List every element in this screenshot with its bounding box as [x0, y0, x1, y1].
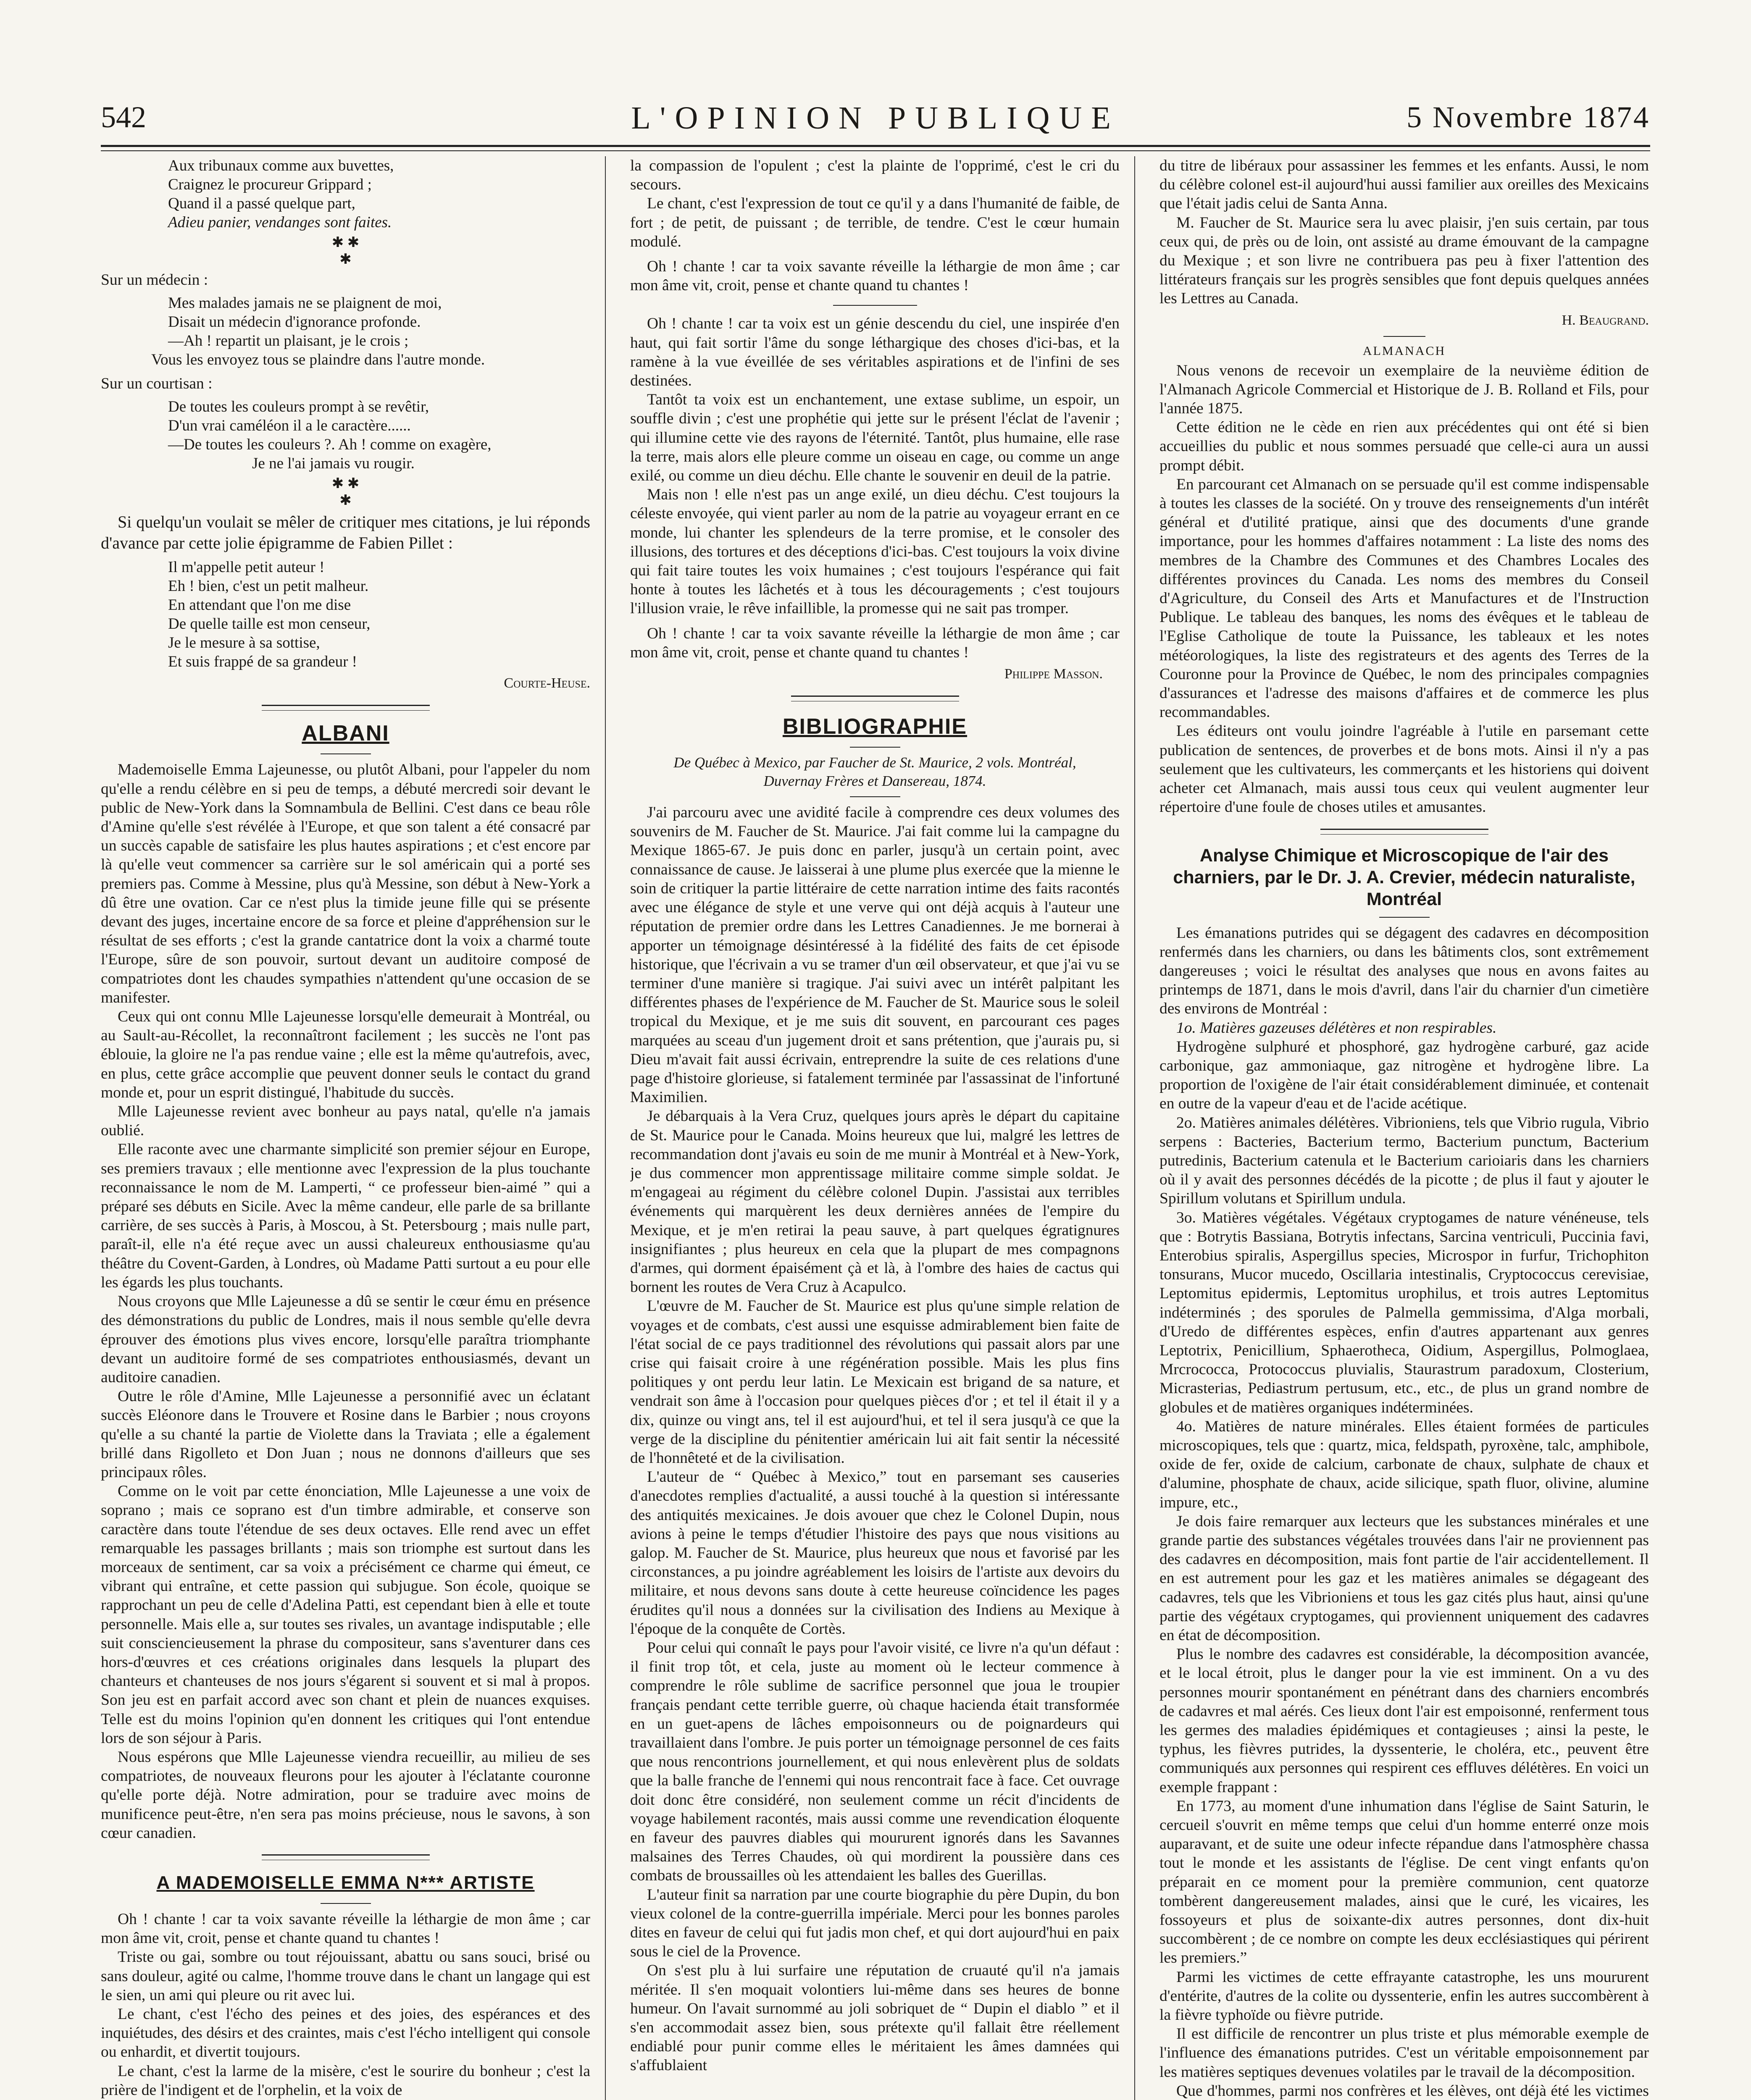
section-separator: [1320, 829, 1488, 830]
verse-line: En attendant que l'on me dise: [168, 596, 351, 614]
signature-philippe-masson: Philippe Masson.: [1004, 666, 1103, 682]
section-separator: [1383, 336, 1425, 337]
verse-line: Il m'appelle petit auteur !: [168, 559, 325, 576]
article-paragraph: Hydrogène sulphuré et phosphoré, gaz hydrogène carburé, gaz acide carbonique, gaz ammoniaque, gaz nitrogène et hydrogène libre. La proportion de l'oxigène de l'air était considérablement diminuée, et contenait en outre de la vapeur d'eau et de l'acide acétique.: [1159, 1038, 1649, 1113]
verse-line: Vous les envoyez tous se plaindre dans l'autre monde.: [151, 351, 485, 369]
article-paragraph: L'auteur finit sa narration par une courte biographie du père Dupin, du bon vieux colonel de la contre-guerrilla impériale. Merci pour les bonnes paroles dites en faveur de celui qui fut jadis mon chef, et qui dort aujourd'hui en paix sous le ciel de la Provence.: [630, 1886, 1120, 1961]
masthead: [101, 100, 1650, 138]
article-paragraph: On s'est plu à lui surfaire une réputation de cruauté qu'il n'a jamais méritée. Il s'en moquait volontiers lui-même dans ses heures de bonne humeur. On l'avait surnommé au joli sobriquet de “ Dupin el diablo ” et il s'en accommodait assez bien, sous prétexte qu'il fallait être réellement endiablé pour punir comme elles le méritaient les âmes damnées qui s'affublaient: [630, 1962, 1120, 2074]
article-paragraph: Mlle Lajeunesse revient avec bonheur au pays natal, qu'elle n'a jamais oublié.: [101, 1103, 590, 1139]
article-paragraph: 4o. Matières de nature minérales. Elles étaient formées de particules microscopiques, tels que : quartz, mica, feldspath, pyroxène, talc, amphibole, oxide de fer, oxide de calcium, carbonate de chaux, sulphate de chaux et d'alumine, phosphate de chaux, acide silicique, spath fluor, olivine, alumine impure, etc.,: [1159, 1418, 1649, 1511]
section-stars: ✱ ✱ ✱: [331, 235, 360, 267]
column-1: [101, 156, 590, 2100]
article-paragraph: Cette édition ne le cède en rien aux précédentes qui ont été si bien accueillies du public et nous sommes persuadé que celle-ci aura un aussi prompt débit.: [1159, 419, 1649, 474]
article-paragraph: Il est difficile de rencontrer un plus triste et plus mémorable exemple de l'influence des émanations putrides. C'est un véritable empoisonnement par les matières septiques devenues volatiles par le travail de la décomposition.: [1159, 2025, 1649, 2081]
albani-title: ALBANI: [302, 721, 389, 746]
article-paragraph: Je débarquais à la Vera Cruz, quelques jours après le départ du capitaine de St. Maurice pour le Canada. Moins heureux que lui, malgré les lettres de recommandation dont j'avais eu soin de me munir à Montréal et à New-York, je dus commencer mon apprentissage militaire comme simple soldat. Je m'engageai au régiment du célèbre colonel Dupin. J'assistai aux terribles événements qui marquèrent les deux dernières années de l'empire du Mexique, et je m'en retirai la peau sauve, à part quelques égratignures insignifiantes ; plus heureux en cela que la plupart de mes compagnons d'armes, qui dorment épaisément çà et là, à l'ombre des haies de cactus qui bornent les routes de Vera Cruz à Acapulco.: [630, 1108, 1120, 1296]
analyse-title: Analyse Chimique et Microscopique de l'air des charniers, par le Dr. J. A. Crevier, médecin naturaliste, Montréal: [1173, 845, 1635, 909]
article-paragraph: En 1773, au moment d'une inhumation dans l'église de Saint Saturin, le cercueil s'ouvrit en même temps que celui d'un homme enterré onze mois auparavant, et de suite une odeur infecte répandue dans l'atmosphère chassa tout le monde et les assistants de l'église. De cent vingt enfants qu'on préparait en ce moment pour la première communion, cent quatorze tombèrent dangereusement malades, ainsi que le curé, les vicaires, les fossoyeurs et plus de soixante-dix autres personnes, dont dix-huit succombèrent ; de ce nombre on compte les deux ecclésiastiques qui périrent les premiers.”: [1159, 1797, 1649, 1967]
article-paragraph: la compassion de l'opulent ; c'est la plainte de l'opprimé, c'est le cri du secours.: [630, 157, 1120, 194]
title-rule: [1379, 917, 1430, 918]
verse-line: Aux tribunaux comme aux buvettes,: [168, 157, 394, 174]
section-separator: [262, 1854, 430, 1856]
article-paragraph: Le chant, c'est l'expression de tout ce qu'il y a dans l'humanité de faible, de fort ; de petit, de puissant ; de terrible, de tendre. C'est le cœur humain modulé.: [630, 195, 1120, 250]
verse-line: Quand il a passé quelque part,: [168, 195, 355, 212]
page-number: 542: [101, 100, 146, 134]
verse-intro: [168, 156, 590, 232]
column-divider: [605, 156, 606, 2100]
header-rule: [101, 145, 1650, 147]
verse-line: De toutes les couleurs prompt à se revêtir,: [168, 398, 429, 416]
article-paragraph: En parcourant cet Almanach on se persuade qu'il est comme indispensable à toutes les classes de la société. On y trouve des renseignements d'un intérêt général et d'utilité pratique, ainsi que des documents d'une grande importance, pour les hommes d'affaires notamment : La liste des noms des membres de la Chambre des Communes et des Chambres Locales des différentes provinces du Canada. Les noms des membres du Conseil d'Agriculture, du Conseil des Arts et Manufactures et de l'Instruction Publique. Le tableau des banques, les noms des évêques et le tableau de l'Eglise Catholique de toute la Puissance, les tableaux et les notes météorologiques, la liste des registrateurs et des agents des Terres de la Couronne pour la Province de Québec, le nom des principales compagnies d'assurances et l'adresse des maisons d'affaires et de commerce les plus recommandables.: [1159, 475, 1649, 721]
medecin-verse: [151, 294, 590, 369]
column-divider: [1134, 156, 1135, 2100]
article-paragraph: Elle raconte avec une charmante simplicité son premier séjour en Europe, ses premiers travaux ; elle mentionne avec l'expression de la plus touchante reconnaissance le nom de M. Lamperti, “ ce professeur bien-aimé ” qui a préparé ses débuts en Sicile. Avec la même candeur, elle parle de sa brillante carrière, de ses succès à Paris, à Moscou, à St. Petersbourg ; mais nulle part, paraît-il, elle n'a été reçue avec un aussi chaleureux enthousiasme qu'au théâtre du Covent-Garden, à Londres, où Madame Patti surtout a eu pour elle les égards les plus touchants.: [101, 1141, 590, 1291]
section-separator: [833, 305, 917, 306]
article-paragraph: Tantôt ta voix est un enchantement, une extase sublime, un espoir, un souffle divin ; c'est une prophétie qui jette sur le présent l'éclat de l'avenir ; qui illumine cette vie des rayons de l'éternité. Tantôt, plus humaine, elle rase la terre, mais alors elle pleure comme un oiseau en cage, ou comme un ange exilé, ou comme un dieu déchu. Elle chante le souvenir en deuil de la patrie.: [630, 391, 1120, 485]
section-separator: [791, 696, 959, 697]
verse-line: Disait un médecin d'ignorance profonde.: [168, 313, 421, 331]
article-paragraph: Pour celui qui connaît le pays pour l'avoir visité, ce livre n'a qu'un défaut : il finit trop tôt, et cela, juste au moment où le lecteur commence à comprendre le rôle sublime de sacrifice personnel que joua le troupier français pendant cette terrible guerre, où chaque hacienda était transformée en un guet-apens de lâches empoisonneurs ou de poignardeurs qui travaillaient dans l'ombre. Je puis porter un témoignage personnel de ces faits que nous rencontrions journellement, et qui nous enlevèrent plus de soldats que la balle franche de l'ennemi qui nous rencontrait face à face. Cet ouvrage doit donc être considéré, non seulement comme un récit d'incidents de voyage habilement racontés, mais aussi comme une revendication éloquente en faveur des pauvres diables qui moururent ignorés dans les Savannes malsaines des Terres Chaudes, où qui mordirent la poussière dans ces combats de broussailles où les attendaient les balles des Guerillas.: [630, 1639, 1120, 1885]
courtisan-label: Sur un courtisan :: [101, 375, 213, 393]
verse-line: Eh ! bien, c'est un petit malheur.: [168, 578, 369, 595]
article-paragraph: Nous croyons que Mlle Lajeunesse a dû se sentir le cœur ému en présence des démonstrations du public de Londres, mais il nous semble qu'elle devra éprouver des émotions plus vives encore, lorsqu'elle paraîtra triomphante devant un auditoire formé de ses compatriotes enthousiasmés, devant un auditoire canadien.: [101, 1293, 590, 1386]
title-rule: [850, 747, 900, 748]
article-paragraph: Les émanations putrides qui se dégagent des cadavres en décomposition renfermés dans les charniers, ou dans les bâtiments clos, sont extrêmement dangereuses ; voici le résultat des analyses que nous en avons faites au printemps de 1871, dans le mois d'avril, dans l'air du charnier d'un cimetière des environs de Montréal :: [1159, 924, 1649, 1018]
verse-line: Adieu panier, vendanges sont faites.: [168, 214, 392, 231]
section-stars: ✱ ✱ ✱: [331, 476, 360, 509]
article-paragraph: Oh ! chante ! car ta voix savante réveille la léthargie de mon âme ; car mon âme vit, croit, pense et chante quand tu chantes !: [630, 258, 1120, 294]
verse-line: D'un vrai caméléon il a le caractère......: [168, 417, 411, 435]
article-paragraph: Nous espérons que Mlle Lajeunesse viendra recueillir, au milieu de ses compatriotes, de nouveaux fleurons pour les ajouter à l'éclatante couronne qu'elle porte déjà. Notre admiration, pour se traduire avec moins de munificence peut-être, n'en sera pas moins précieuse, nous le savons, à son cœur canadien.: [101, 1748, 590, 1842]
verse-line: Je le mesure à sa sottise,: [168, 634, 320, 652]
bibliographie-title: BIBLIOGRAPHIE: [782, 714, 968, 739]
article-paragraph: Plus le nombre des cadavres est considérable, la décomposition avancée, et le local étroit, plus le danger pour la vie est imminent. On a vu des personnes mourir spontanément en pénétrant dans des charniers encombrés de cadavres et mal aérés. Ces lieux dont l'air est empoisonné, renferment tous les germes des maladies épidémiques et contagieuses ; ainsi la peste, le typhus, les fièvres putrides, la dyssenterie, le choléra, etc., peuvent être communiqués aux personnes qui respirent ces effluves délétères. En voici un exemple frappant :: [1159, 1646, 1649, 1796]
article-paragraph: Comme on le voit par cette énonciation, Mlle Lajeunesse a une voix de soprano ; mais ce soprano est d'un timbre admirable, et conserve son caractère dans toute l'étendue de ses deux octaves. Elle rend avec un effet remarquable les passages brillants ; mais son triomphe est surtout dans les morceaux de sentiment, car sa voix a précisément ce charme qui émeut, ce vibrant qui entraîne, et cette passion qui subjugue. Son école, quoique se rapprochant un peu de celle d'Adelina Patti, est cependant bien à elle et toute personnelle. Mais elle a, sur toutes ses rivales, un avantage indisputable ; elle suit consciencieusement la phrase du compositeur, sans s'aventurer dans ces hors-d'œuvres et ces créations originales dans lesquels la plupart des chanteurs et chanteuses de nos jours s'égarent si souvent et si mal à propos. Son jeu est en parfait accord avec son chant et plein de nuances exquises. Telle est du moins l'opinion qu'en donnent les critiques qui l'ont entendue lors de son séjour à Paris.: [101, 1483, 590, 1747]
header-rule-thin: [101, 150, 1650, 151]
article-paragraph: 1o. Matières gazeuses délétères et non respirables.: [1176, 1019, 1497, 1037]
verse-line: De quelle taille est mon censeur,: [168, 615, 371, 633]
verse-line: Craignez le procureur Grippard ;: [168, 176, 372, 193]
signature-courte-heuse: Courte-Heuse.: [504, 675, 590, 691]
article-paragraph: Nous venons de recevoir un exemplaire de la neuvième édition de l'Almanach Agricole Commercial et Historique de J. B. Rolland et Fils, pour l'année 1875.: [1159, 362, 1649, 417]
verse-line: —Ah ! repartit un plaisant, je le crois ;: [168, 332, 409, 350]
column-2: [630, 156, 1120, 2100]
pillet-intro: Si quelqu'un voulait se mêler de critiquer mes citations, je lui réponds d'avance par cette jolie épigramme de Fabien Pillet :: [101, 512, 590, 553]
title-rule: [850, 796, 900, 797]
article-paragraph: M. Faucher de St. Maurice sera lu avec plaisir, j'en suis certain, par tous ceux qui, de près ou de loin, ont assisté au drame émouvant de la campagne du Mexique ; et son livre ne contribuera pas peu à fixer l'attention des littérateurs français sur les progrès sensibles que font depuis quelques années les Lettres au Canada.: [1159, 214, 1649, 307]
section-separator: [262, 705, 430, 706]
verse-line: Je ne l'ai jamais vu rougir.: [252, 455, 415, 472]
pillet-verse: [168, 558, 590, 671]
article-paragraph: Que d'hommes, parmi nos confrères et les élèves, ont déjà été les victimes: [1176, 2082, 1649, 2100]
article-paragraph: Les éditeurs ont voulu joindre l'agréable à l'utile en parsemant cette publication de sentences, de proverbes et de bons mots. Ainsi il n'y a pas seulement que les cultivateurs, les commerçants et les historiens qui doivent acheter cet Almanach, mais aussi tous ceux qui veulent augmenter leur répertoire d'une foule de choses utiles et amusantes.: [1159, 722, 1649, 816]
courtisan-verse: [168, 397, 590, 473]
article-paragraph: Mademoiselle Emma Lajeunesse, ou plutôt Albani, pour l'appeler du nom qu'elle a rendu célèbre en si peu de temps, a débuté mercredi soir devant le public de New-York dans la Somnambula de Bellini. C'est dans ce beau rôle d'Amine qu'elle s'est révélée à l'Europe, et que son talent a été consacré par un succès capable de satisfaire les plus hautes aspirations ; et c'est encore par là qu'elle veut commencer sa carrière sur le sol américain qui a porté ses premiers pas. Comme à Messine, plus qu'à Messine, son début à New-York a dû être une ovation. Car ce n'est plus la timide jeune fille qui se présente devant des juges, incertaine encore de sa force et pleine d'appréhension sur le résultat de ses efforts ; c'est la grande cantatrice dont la voix a charmé toute l'Europe, sûre de son pouvoir, surtout devant un auditoire composé de compatriotes dont les chaudes sympathies n'attendent qu'une occasion de se manifester.: [101, 761, 590, 1006]
article-paragraph: Outre le rôle d'Amine, Mlle Lajeunesse a personnifié avec un éclatant succès Eléonore dans le Trouvere et Rosine dans le Barbier ; nous croyons qu'elle a su chanté la partie de Violette dans la Traviata ; elle a également brillé dans Rigolleto et Don Juan ; nous ne donnons d'ailleurs que ses principaux rôles.: [101, 1388, 590, 1481]
almanach-title: ALMANACH: [1362, 344, 1446, 358]
title-rule: [321, 1903, 371, 1904]
section-separator: [1320, 834, 1488, 835]
verse-line: Et suis frappé de sa grandeur !: [168, 653, 357, 671]
book-citation: De Québec à Mexico, par Faucher de St. Maurice, 2 vols. Montréal, Duvernay Frères et Dansereau, 1874.: [673, 754, 1076, 790]
article-paragraph: L'œuvre de M. Faucher de St. Maurice est plus qu'une simple relation de voyages et de combats, c'est aussi une esquisse admirablement bien faite de l'état social de ce pays traditionnel des révolutions qui passait alors par une crise qui faisait croire à une régénération possible. Mais les plus fins politiques y ont perdu leur latin. Le Mexicain est brigand de sa nature, et vendrait son âme à l'occasion pour quelques pièces d'or ; et tel il était il y a dix, quinze ou vingt ans, tel il est aujourd'hui, et tel il sera jusqu'à ce que la verge de la discipline du pénitentier américain lui ait fait sentir la nécessité de l'honnêteté et de la civilisation.: [630, 1297, 1120, 1467]
article-paragraph: 2o. Matières animales délétères. Vibrioniens, tels que Vibrio rugula, Vibrio serpens : Bacteries, Bacterium termo, Bacterium punctum, Bacterium putredinis, Bacterium catenula et le Bacterium carioiaris dans les charniers où il y avait des personnes décédés de la picotte ; de plus il faut y ajouter le Spirillum volutans et Spirillum undula.: [1159, 1114, 1649, 1208]
signature-beaugrand: H. Beaugrand.: [1562, 312, 1649, 328]
section-separator: [262, 710, 430, 711]
issue-date: 5 Novembre 1874: [1407, 100, 1650, 134]
article-paragraph: Oh ! chante ! car ta voix savante réveille la léthargie de mon âme ; car mon âme vit, croit, pense et chante quand tu chantes !: [630, 625, 1120, 661]
article-paragraph: Le chant, c'est la larme de la misère, c'est le sourire du bonheur ; c'est la prière de l'indigent et de l'orphelin, et la voix de: [101, 2062, 590, 2099]
verse-line: Mes malades jamais ne se plaignent de moi,: [168, 294, 442, 312]
article-paragraph: Parmi les victimes de cette effrayante catastrophe, les uns moururent d'entérite, d'autres de la colite ou dyssenterie, enfin les autres succombèrent à la fièvre typhoïde ou fièvre putride.: [1159, 1968, 1649, 2024]
article-paragraph: J'ai parcouru avec une avidité facile à comprendre ces deux volumes des souvenirs de M. Faucher de St. Maurice. J'ai fait comme lui la campagne du Mexique 1865-67. Je puis donc en parler, jusqu'à un certain point, avec connaissance de cause. Je laisserai à une plume plus exercée que la mienne le soin de critiquer la partie littéraire de cette narration intime des faits racontés avec une élégance de style et une verve qui ont déjà acquis à l'auteur une réputation de premier ordre dans les Lettres Canadiennes. Je me bornerai à apporter un témoignage désintéressé à la fidélité des faits de cet épisode historique, que l'écrivain a vu se tramer d'un œil observateur, et que j'ai vu se terminer d'une manière si tragique. J'ai suivi avec un intérêt palpitant les différentes phases de l'expérience de M. Faucher de St. Maurice sous le soleil tropical du Mexique, et je me suis dit souvent, en parcourant ces pages marquées au sceau d'un jugement droit et sans prétention, que j'aurais pu, si Dieu m'avait fait aussi écrivain, entreprendre la suite de ces relations d'une page d'histoire glorieuse, si fatalement terminée par l'assassinat de l'infortuné Maximilien.: [630, 804, 1120, 1106]
article-paragraph: L'auteur de “ Québec à Mexico,” tout en parsemant ses causeries d'anecdotes remplies d'actualité, a aussi touché à la question si intéressante des antiquités mexicaines. Je dois avouer que chez le Colonel Dupin, nous avions à peine le temps d'étudier l'histoire des pays que nous visitions au galop. M. Faucher de St. Maurice, plus heureux que nous et favorisé par les circonstances, a pu joindre agréablement les loisirs de l'artiste aux devoirs du militaire, et nous devons sans doute à cette heureuse coïncidence les pages érudites qu'il nous a données sur la civilisation des Indiens au Mexique à l'époque de la conquête de Cortès.: [630, 1468, 1120, 1638]
column-3: [1159, 156, 1649, 2100]
article-paragraph: Je dois faire remarquer aux lecteurs que les substances minérales et une grande partie des substances végétales trouvées dans l'air ne proviennent pas des cadavres en décomposition, mais font partie de l'air accidentellement. Il en est autrement pour les gaz et les matières animales se dégageant des cadavres, tels que les Vibrioniens et tous les gaz cités plus haut, ainsi qu'une partie des végétaux cryptogames, qui proviennent uniquement des cadavres en état de décomposition.: [1159, 1512, 1649, 1644]
article-paragraph: Oh ! chante ! car ta voix est un génie descendu du ciel, une inspirée d'en haut, qui fait sortir l'âme du songe léthargique des choses d'ici-bas, et la ramène à la vue éveillée de ses véritables aspirations et de l'infini de ses destinées.: [630, 315, 1120, 390]
title-rule: [321, 753, 371, 754]
mademoiselle-title: A MADEMOISELLE EMMA N*** ARTISTE: [156, 1872, 535, 1893]
medecin-label: Sur un médecin :: [101, 271, 208, 289]
article-paragraph: Le chant, c'est l'écho des peines et des joies, des espérances et des inquiétudes, des désirs et des craintes, mais c'est l'écho intelligent qui console ou enhardit, et divertit toujours.: [101, 2006, 590, 2061]
article-paragraph: Oh ! chante ! car ta voix savante réveille la léthargie de mon âme ; car mon âme vit, croit, pense et chante quand tu chantes !: [101, 1910, 590, 1947]
verse-line: —De toutes les couleurs ?. Ah ! comme on exagère,: [168, 436, 492, 454]
journal-title: L'OPINION PUBLIQUE: [631, 100, 1120, 136]
article-paragraph: du titre de libéraux pour assassiner les femmes et les enfants. Aussi, le nom du célèbre colonel est-il aujourd'hui aussi familier aux oreilles des Mexicains que l'était jadis celui de Santa Anna.: [1159, 157, 1649, 213]
article-paragraph: Triste ou gai, sombre ou tout réjouissant, abattu ou sans souci, brisé ou sans douleur, agité ou calme, l'homme trouve dans le chant un langage qui est le sien, un ami qui pleure ou rit avec lui.: [101, 1948, 590, 2004]
article-paragraph: 3o. Matières végétales. Végétaux cryptogames de nature vénéneuse, tels que : Botrytis Bassiana, Botrytis infectans, Sarcina ventriculi, Puccinia favi, Enterobius spiralis, Aspergillus species, Microspor in furfur, Trichophiton tonsurans, Mucor mucedo, Oscillaria intestinalis, Cryptococcus cerevisiae, Leptomitus epidermis, Leptomitus urophilus, et trois autres Leptomitus indéterminés ; des sporules de Palmella gemmissima, d'Alga morbali, d'Uredo de différentes espèces, enfin d'autres appartenant aux genres Leptotrix, Penicillium, Sphaerotheca, Oidium, Aspergillus, Polmoglaea, Mrcrococca, Protococcus pluvialis, Staurastrum paradoxum, Closterium, Micrasterias, Pediastrum pertusum, etc., etc., de plus un grand nombre de globules et de matières organiques indéterminées.: [1159, 1209, 1649, 1416]
article-paragraph: Ceux qui ont connu Mlle Lajeunesse lorsqu'elle demeurait à Montréal, ou au Sault-au-Récollet, la reconnaîtront facilement ; les succès ne l'ont pas éblouie, la gloire ne l'a pas rendue vaine ; elle est la même qu'autrefois, avec, en plus, cette grâce accomplie que peuvent donner seuls le contact du grand monde et, pour un esprit distingué, l'habitude du succès.: [101, 1008, 590, 1101]
article-paragraph: Mais non ! elle n'est pas un ange exilé, un dieu déchu. C'est toujours la céleste envoyée, qui vient parler au nom de la patrie au voyageur errant en ce monde, lui chanter les splendeurs de la terre promise, et le consoler des illusions, des tortures et des déceptions d'ici-bas. C'est toujours la voix divine qui fait taire toutes les voix humaines ; c'est toujours l'espérance qui fait honte à toutes les lâchetés et à tous les découragements ; c'est toujours l'illusion vraie, le rêve infaillible, la promesse qui ne sait pas tromper.: [630, 486, 1120, 617]
